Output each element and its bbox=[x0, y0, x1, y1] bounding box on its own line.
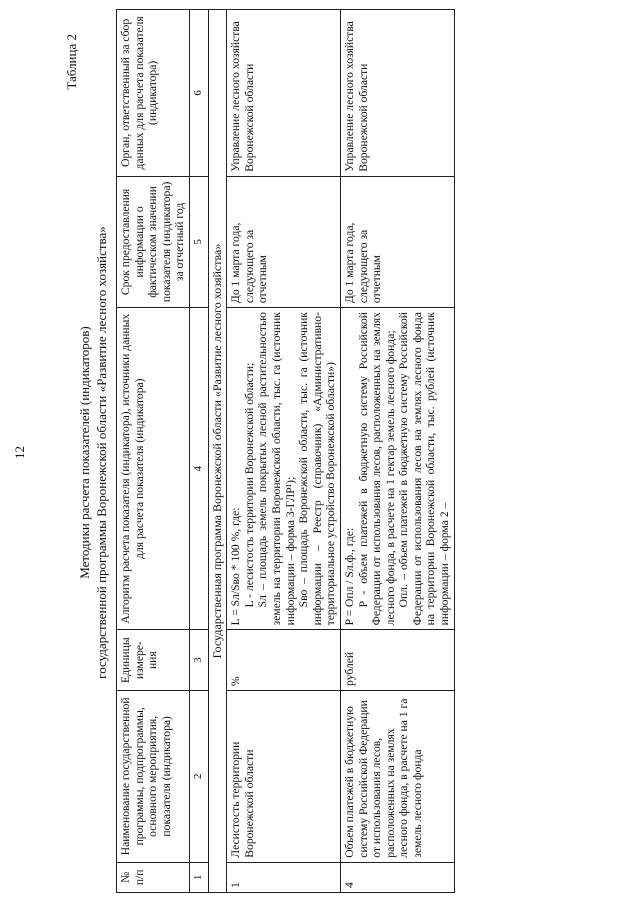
program-title-row bbox=[208, 10, 227, 893]
header-name: Наименование государственной программы, подпрограммы, основного мероприятия, показателя (индикатора) bbox=[117, 690, 190, 862]
column-number: 4 bbox=[189, 308, 208, 630]
table-row bbox=[227, 10, 341, 893]
header-organ: Орган, ответственный за сбор данных для расчета показателя (индикатора) bbox=[117, 10, 190, 177]
table-label: Таблица 2 bbox=[64, 34, 79, 90]
header-algorithm: Алгоритм расчета показателя (индикатора), источники данных для расчета показателя (индикатора) bbox=[117, 308, 190, 630]
document-title bbox=[76, 0, 110, 905]
algorithm-paragraph: Опл. – объем платежей в бюджетную систему Российской Федерации от использования лесов на землях лесного фонда на территории Воронежской области, тыс. рублей (источник информации – форма 2 – bbox=[397, 312, 452, 626]
column-number: 2 bbox=[189, 690, 208, 862]
row-number: 1 bbox=[227, 862, 341, 892]
indicator-deadline: До 1 марта года, следующего за отчетным bbox=[340, 176, 454, 307]
column-number: 1 bbox=[189, 862, 208, 892]
indicator-algorithm bbox=[227, 308, 341, 630]
indicator-organ: Управление лесного хозяйства Воронежской области bbox=[227, 10, 341, 177]
header-num: № п/п bbox=[117, 862, 190, 892]
formula: L = Sл/Sво * 100 %, где: bbox=[229, 507, 243, 626]
header-deadline: Срок предоставления информации о фактическом значении показателя (индикатора) за отчетный год bbox=[117, 176, 190, 307]
page-number: 12 bbox=[12, 446, 27, 459]
formula: P = Опл / Sл.ф., где: bbox=[342, 527, 356, 626]
algorithm-paragraph: Sл – площадь земель покрытых лесной растительностью земель на территории Воронежской области, тыс. га (источник информации – форма 3-ГЛР¹); bbox=[256, 312, 297, 626]
indicator-algorithm bbox=[340, 308, 454, 630]
table-row bbox=[340, 10, 454, 893]
algorithm-paragraph: P - объем платежей в бюджетную систему Российской Федерации от использования лесов, расположенных на землях лесного фонда, в расчете на 1 гектар земель лесного фонда; bbox=[356, 312, 397, 626]
indicator-organ: Управление лесного хозяйства Воронежской области bbox=[340, 10, 454, 177]
indicator-name: Лесистость территории Воронежской области bbox=[227, 690, 341, 862]
header-row bbox=[117, 10, 190, 893]
title-line-1: Методики расчета показателей (индикаторов) bbox=[77, 326, 92, 579]
indicators-table bbox=[116, 9, 455, 893]
header-unit: Единицы измере-ния bbox=[117, 630, 190, 691]
program-title: Государственная программа Воронежской области «Развитие лесного хозяйства» bbox=[208, 10, 227, 893]
indicator-unit: рублей bbox=[340, 630, 454, 691]
column-number: 6 bbox=[189, 10, 208, 177]
indicator-name: Объем платежей в бюджетную систему Российской Федерации от использования лесов, расположенных на землях лесного фонда, в расчете на 1 га земель лесного фонда bbox=[340, 690, 454, 862]
algorithm-paragraph: L - лесистость территории Воронежской области; bbox=[242, 362, 256, 608]
algorithm-paragraph: Sво – площадь Воронежской области, тыс. га (источник информации – Реестр (справочник) «Административно-территориальное устройство Воронежской области») bbox=[297, 312, 338, 626]
column-number-row bbox=[189, 10, 208, 893]
column-number: 5 bbox=[189, 176, 208, 307]
column-number: 3 bbox=[189, 630, 208, 691]
title-line-2: государственной программы Воронежской области «Развитие лесного хозяйства» bbox=[94, 226, 109, 679]
indicator-deadline: До 1 марта года, следующего за отчетным bbox=[227, 176, 341, 307]
row-number: 4 bbox=[340, 862, 454, 892]
indicator-unit: % bbox=[227, 630, 341, 691]
